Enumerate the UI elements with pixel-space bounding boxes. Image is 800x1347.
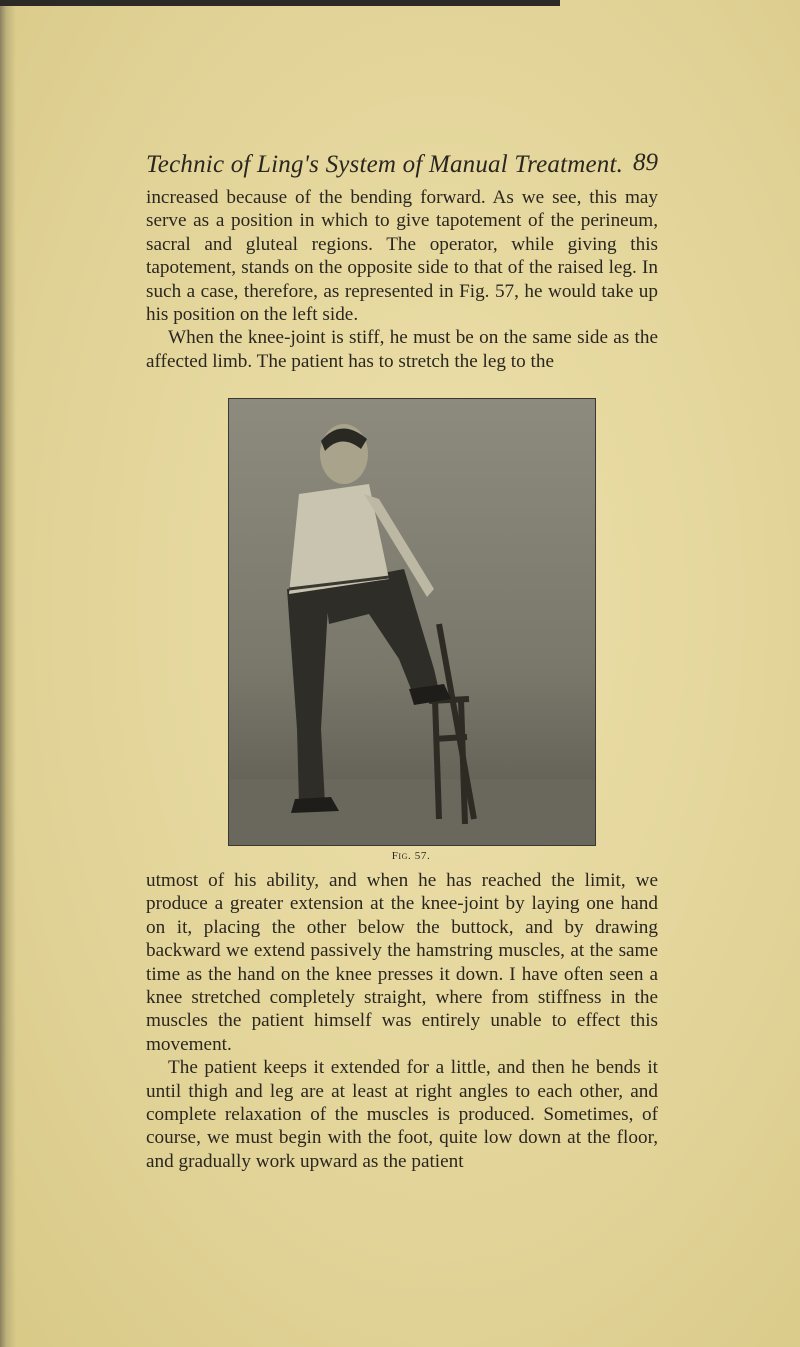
paragraph: utmost of his ability, and when he has reached the limit, we produce a greater extension at the knee-joint by laying one hand on it, placing the other below the buttock, and by drawing backward we extend passively the hamstring muscles, at the same time as the hand on the knee presses it down. I have often seen a knee stretched completely straight, where from stiffness in the muscles the patient himself was entirely unable to effect this movement.: [146, 870, 658, 1055]
text-block-bottom: [146, 869, 658, 1173]
binding-shadow: [0, 0, 16, 1347]
top-edge-bar: [0, 0, 560, 6]
running-title: Technic of Ling's System of Manual Treatment.: [146, 151, 624, 178]
paragraph: The patient keeps it extended for a little, and then he bends it until thigh and leg are at least at right angles to each other, and complete relaxation of the muscles is produced. Sometimes, of course, we must begin with the foot, quite low down at the floor, and gradually work upward as the patient: [146, 1057, 658, 1172]
page-number: 89: [633, 149, 658, 176]
figure-caption: Fig. 57.: [391, 850, 431, 862]
figure-photograph: [228, 398, 596, 846]
figure-illustration: [229, 399, 595, 845]
paragraph: increased because of the bending forward. As we see, this may serve as a position in which to give tapotement of the perineum, sacral and gluteal regions. The operator, while giving this tapotement, stands on the opposite side to that of the raised leg. In such a case, therefore, as represented in Fig. 57, he would take up his position on the left side.: [146, 187, 658, 326]
text-block-top: [146, 186, 658, 373]
running-head: [146, 151, 658, 181]
paragraph: When the knee-joint is stiff, he must be on the same side as the affected limb. The patient has to stretch the leg to the: [146, 327, 658, 372]
